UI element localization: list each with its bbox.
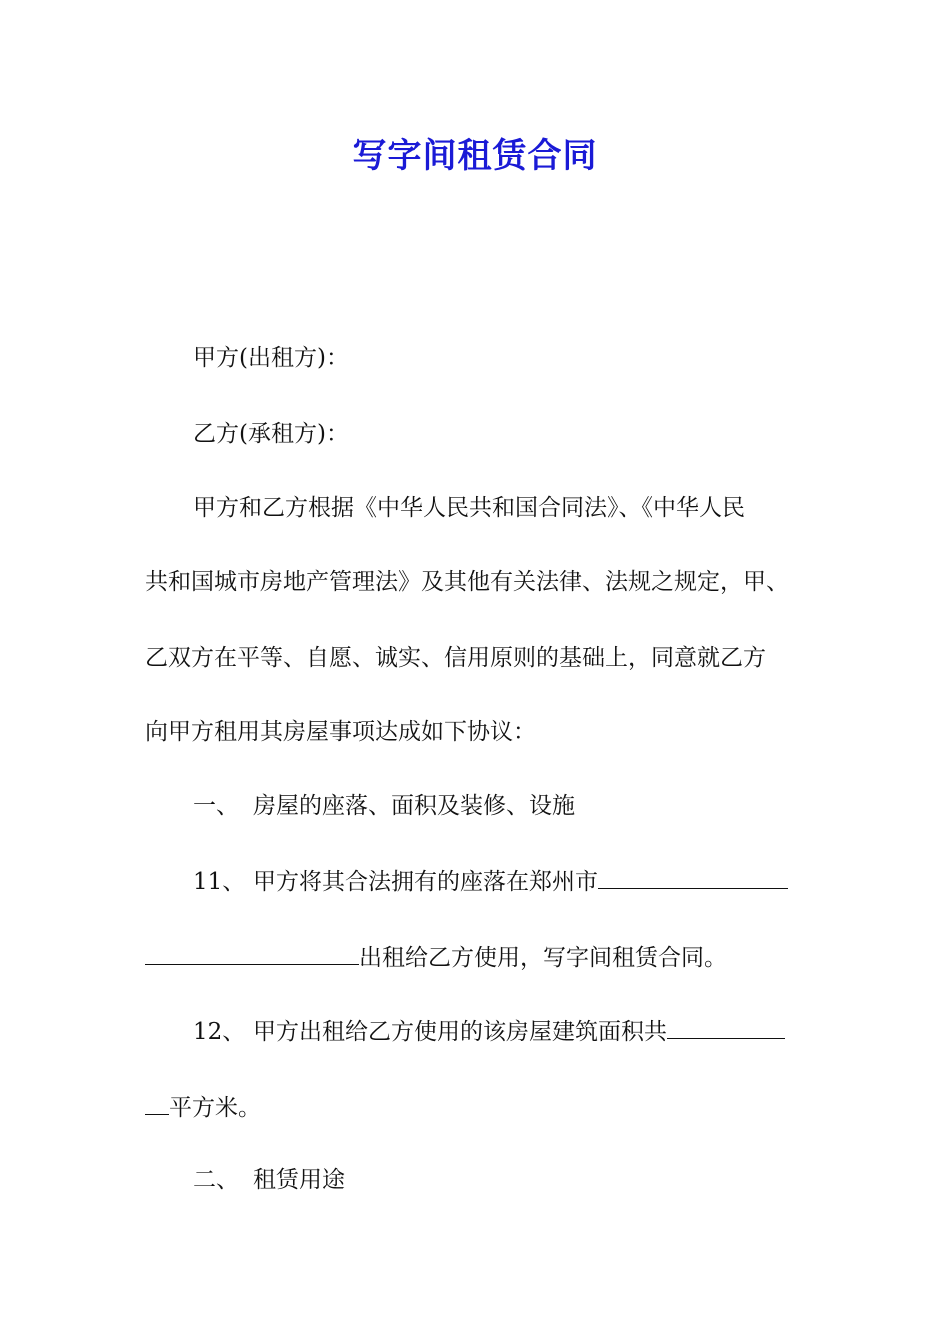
section-2-number: 二、: [193, 1167, 239, 1193]
clause-12-text-before: 甲方出租给乙方使用的该房屋建筑面积共: [253, 1019, 667, 1045]
section-1-number: 一、: [193, 793, 239, 819]
intro-line-4: 向甲方租用其房屋事项达成如下协议：: [145, 719, 536, 745]
section-1-title: 房屋的座落、面积及装修、设施: [253, 793, 575, 819]
clause-11-line-1: [193, 864, 788, 898]
document-title: 写字间租赁合同: [352, 136, 598, 176]
party-a-line: 甲方(出租方)：: [193, 345, 349, 371]
clause-11-blank-field-2: [145, 940, 359, 965]
section-1-heading: [193, 790, 575, 822]
clause-11-blank-field-1: [598, 864, 788, 889]
clause-12-line-1: [193, 1014, 785, 1048]
intro-line-3: 乙双方在平等、自愿、诚实、信用原则的基础上，同意就乙方: [145, 645, 766, 671]
clause-12-blank-field-1: [667, 1014, 785, 1039]
clause-12-text-after: 平方米。: [169, 1095, 261, 1121]
section-2-heading: [193, 1164, 345, 1196]
clause-11-text-before: 甲方将其合法拥有的座落在郑州市: [253, 869, 598, 895]
intro-line-2: 共和国城市房地产管理法》及其他有关法律、法规之规定，甲、: [145, 569, 789, 595]
clause-12-number: 12、: [193, 1019, 246, 1045]
clause-11-number: 11、: [193, 869, 246, 895]
section-2-title: 租赁用途: [253, 1167, 345, 1193]
clause-11-text-after: 出租给乙方使用，写字间租赁合同。: [359, 945, 727, 971]
clause-12-line-2: [145, 1090, 261, 1124]
party-b-line: 乙方(承租方)：: [193, 421, 349, 447]
intro-line-1: 甲方和乙方根据《中华人民共和国合同法》、《中华人民: [193, 495, 745, 521]
clause-11-line-2: [145, 940, 727, 974]
clause-12-blank-field-2: [145, 1090, 169, 1115]
